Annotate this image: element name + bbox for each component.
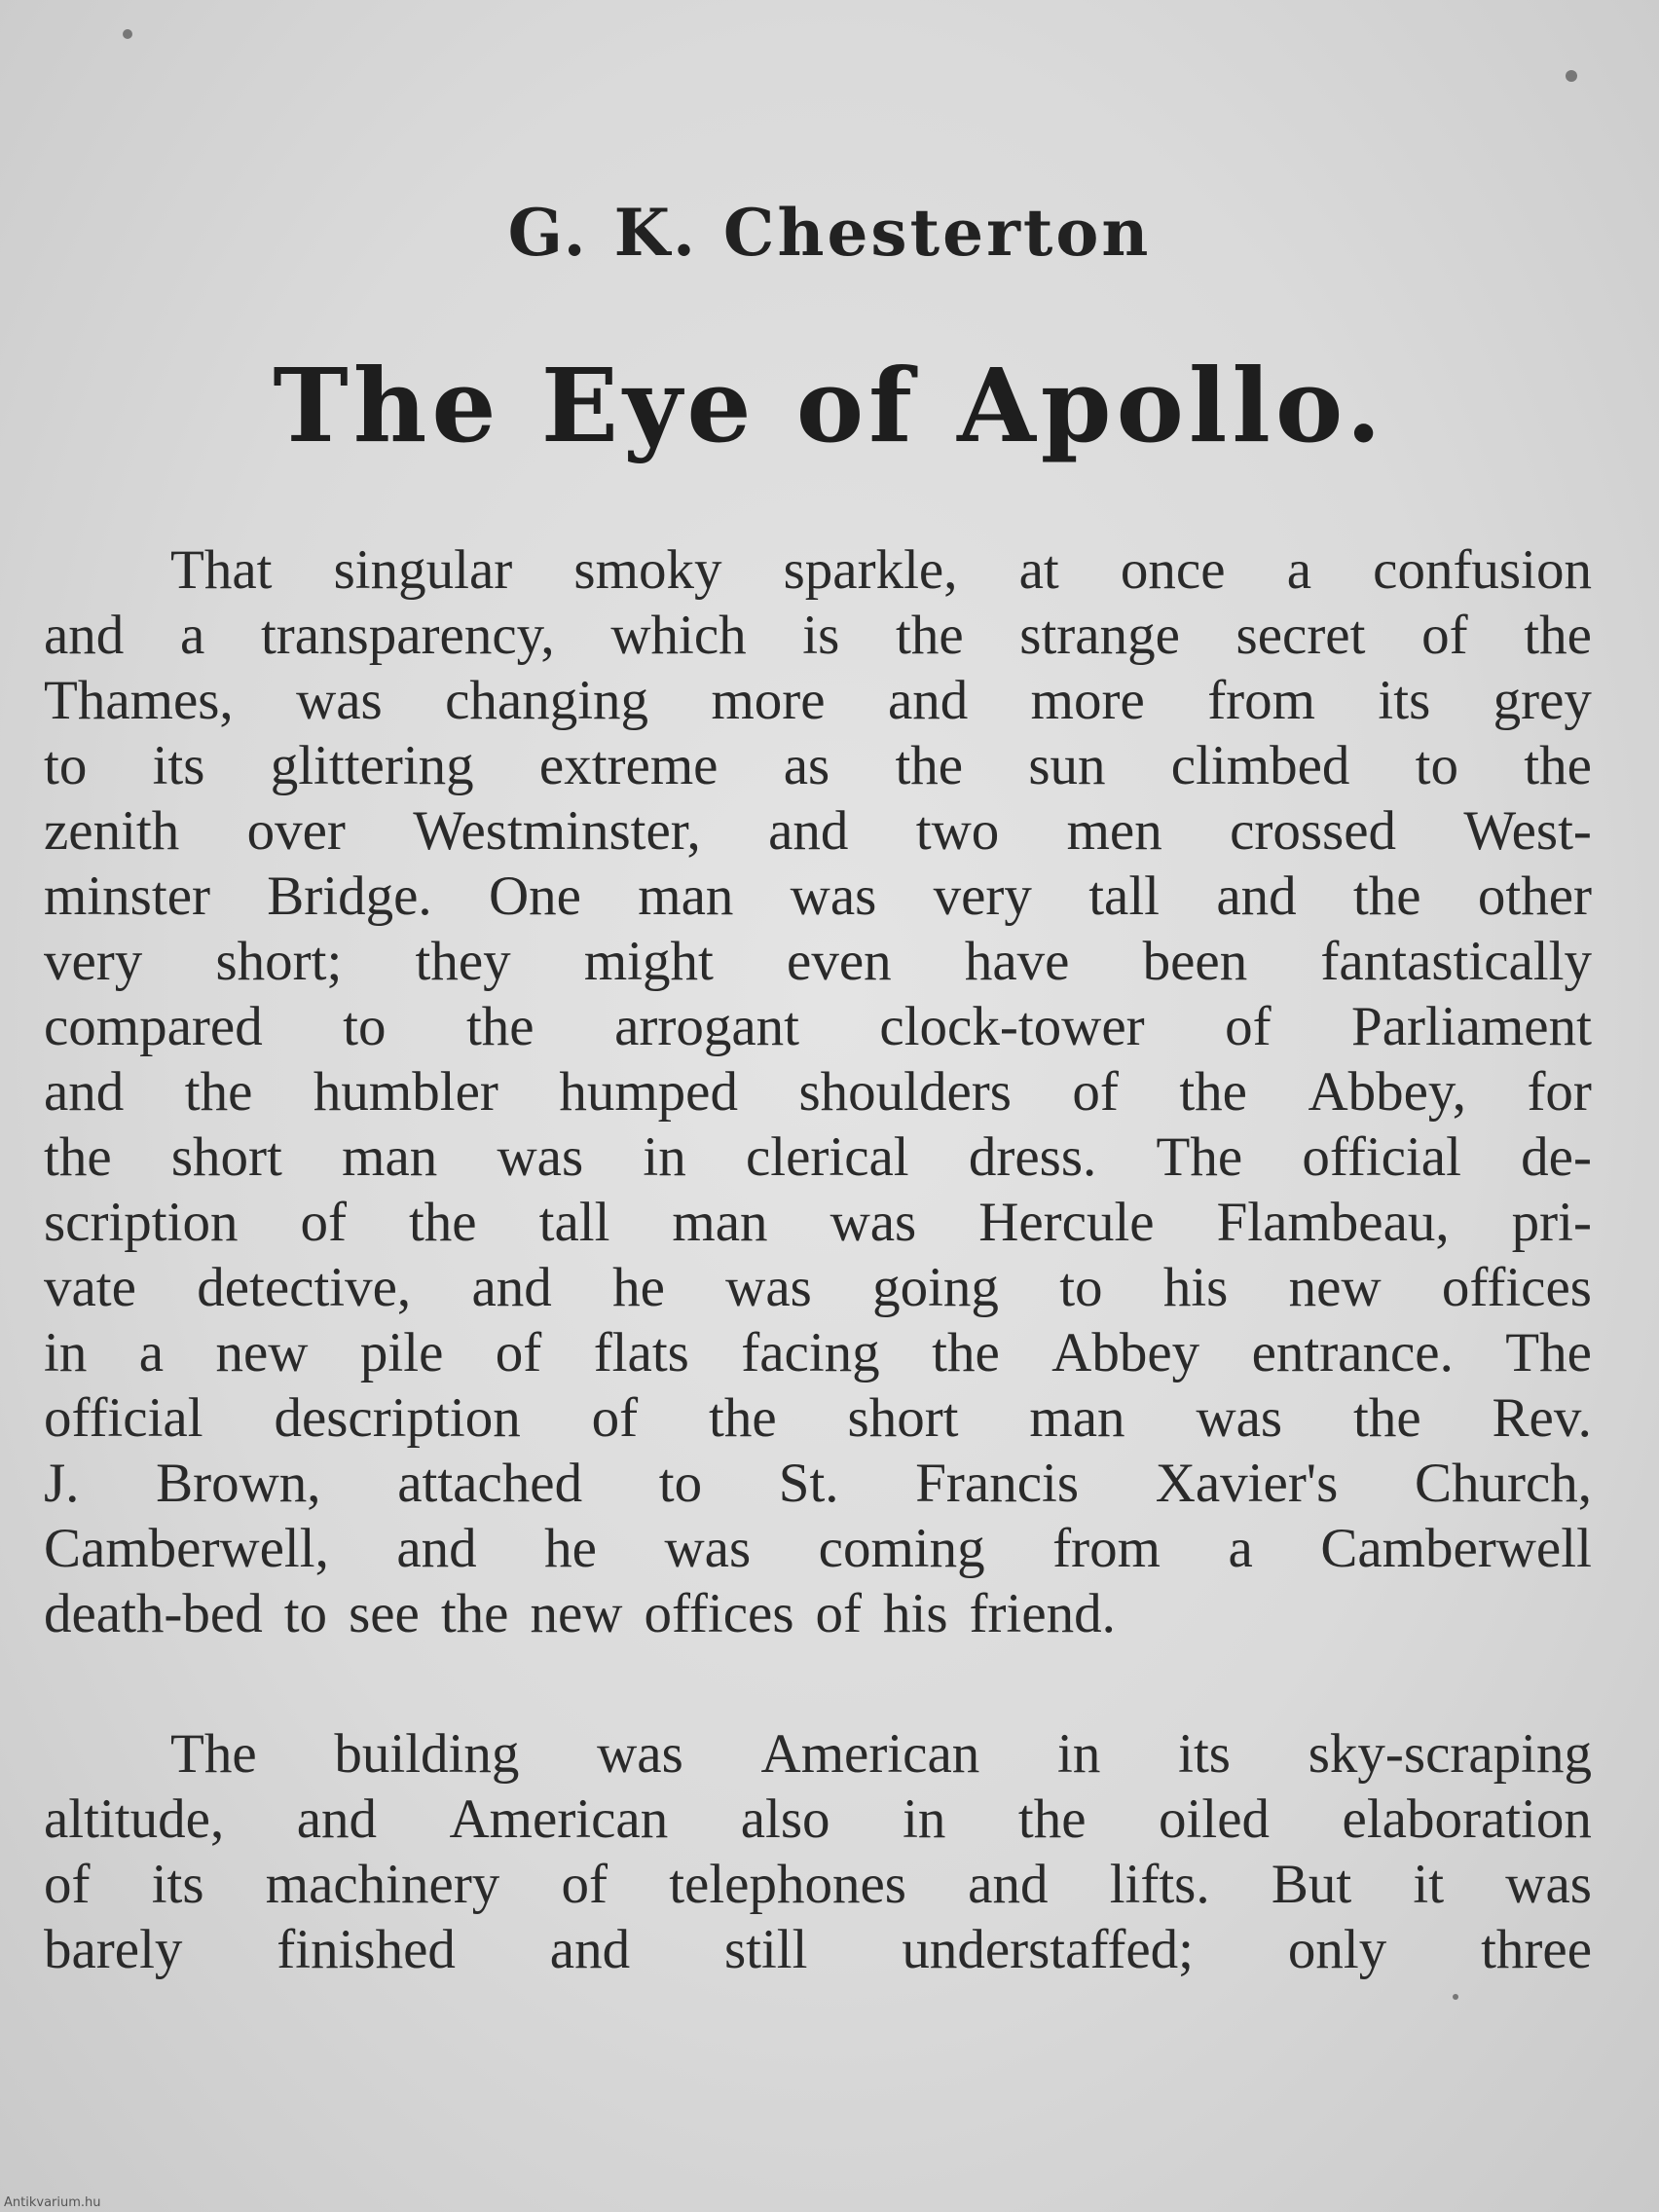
word: sky-scraping bbox=[1308, 1723, 1592, 1785]
word: Westminster, bbox=[413, 800, 701, 862]
word: flats bbox=[593, 1322, 689, 1383]
word: One bbox=[488, 866, 581, 927]
word: was bbox=[725, 1257, 812, 1318]
word: short bbox=[170, 1126, 282, 1188]
word: from bbox=[1052, 1518, 1161, 1579]
word: facing bbox=[741, 1322, 880, 1383]
word: and bbox=[471, 1257, 552, 1318]
word: the bbox=[895, 605, 964, 666]
text-line bbox=[44, 1451, 1592, 1516]
word: was bbox=[1196, 1387, 1283, 1449]
word: singular bbox=[333, 539, 513, 601]
word: secret bbox=[1235, 605, 1366, 666]
text-line bbox=[44, 1255, 1592, 1320]
word: a bbox=[179, 605, 205, 666]
word: its bbox=[1178, 1723, 1231, 1785]
word: changing bbox=[445, 670, 649, 731]
word: offices bbox=[644, 1583, 794, 1644]
word: in bbox=[44, 1322, 88, 1383]
text-line bbox=[44, 1852, 1592, 1917]
text-line bbox=[44, 603, 1592, 668]
paper-speck bbox=[123, 29, 132, 39]
word: clerical bbox=[745, 1126, 909, 1188]
word: even bbox=[787, 931, 892, 992]
word: coming bbox=[818, 1518, 985, 1579]
author-name: G. K. Chesterton bbox=[507, 195, 1152, 271]
word: as bbox=[783, 735, 830, 796]
text-line bbox=[44, 1320, 1592, 1385]
word: going bbox=[872, 1257, 999, 1318]
word: see bbox=[349, 1583, 420, 1644]
word: the bbox=[1524, 605, 1592, 666]
word: the bbox=[1352, 1387, 1421, 1449]
text-line bbox=[44, 1516, 1592, 1581]
word: he bbox=[612, 1257, 665, 1318]
word: which bbox=[610, 605, 747, 666]
word: men bbox=[1066, 800, 1162, 862]
word: tall bbox=[1088, 866, 1161, 927]
word: two bbox=[915, 800, 1000, 862]
word: man bbox=[1029, 1387, 1125, 1449]
text-line bbox=[44, 1124, 1592, 1190]
word: was bbox=[497, 1126, 584, 1188]
word: and bbox=[1216, 866, 1297, 927]
word: in bbox=[643, 1126, 686, 1188]
word: his bbox=[1162, 1257, 1229, 1318]
word: grey bbox=[1493, 670, 1592, 731]
word: of bbox=[591, 1387, 639, 1449]
word: the bbox=[408, 1192, 477, 1253]
word: Camberwell bbox=[1320, 1518, 1592, 1579]
word: Francis bbox=[915, 1453, 1080, 1514]
word: once bbox=[1120, 539, 1226, 601]
word: the bbox=[1017, 1788, 1087, 1850]
word: zenith bbox=[44, 800, 180, 862]
word: man bbox=[672, 1192, 768, 1253]
word: the bbox=[1352, 866, 1421, 927]
word: was bbox=[597, 1723, 683, 1785]
word: Abbey, bbox=[1308, 1061, 1466, 1123]
word: glittering bbox=[270, 735, 474, 796]
word: three bbox=[1481, 1919, 1592, 1980]
word: man bbox=[342, 1126, 438, 1188]
word: tall bbox=[538, 1192, 610, 1253]
word: his bbox=[883, 1583, 948, 1644]
word: That bbox=[170, 539, 273, 601]
word: oiled bbox=[1159, 1788, 1271, 1850]
word: also bbox=[740, 1788, 830, 1850]
word: Abbey bbox=[1051, 1322, 1200, 1383]
word: very bbox=[933, 866, 1032, 927]
text-line bbox=[44, 537, 1592, 603]
word: compared bbox=[44, 996, 263, 1057]
word: was bbox=[296, 670, 383, 731]
text-line bbox=[44, 1917, 1592, 1982]
word: very bbox=[44, 931, 143, 992]
text-line bbox=[44, 864, 1592, 929]
word: was bbox=[1505, 1854, 1592, 1915]
word: a bbox=[138, 1322, 165, 1383]
text-line bbox=[44, 1787, 1592, 1852]
word: crossed bbox=[1230, 800, 1397, 862]
word: from bbox=[1207, 670, 1315, 731]
text-line bbox=[44, 798, 1592, 864]
word: understaffed; bbox=[902, 1919, 1195, 1980]
word: lifts. bbox=[1109, 1854, 1210, 1915]
word: new bbox=[1288, 1257, 1382, 1318]
word: of bbox=[495, 1322, 542, 1383]
word: Rev. bbox=[1492, 1387, 1592, 1449]
word: of bbox=[1421, 605, 1468, 666]
word: other bbox=[1477, 866, 1592, 927]
word: the bbox=[465, 996, 535, 1057]
word: and bbox=[968, 1854, 1049, 1915]
word: of bbox=[815, 1583, 862, 1644]
word: its bbox=[152, 735, 205, 796]
word: still bbox=[723, 1919, 808, 1980]
word: The bbox=[170, 1723, 257, 1785]
watermark: Antikvarium.hu bbox=[4, 2195, 101, 2210]
word: to bbox=[283, 1583, 328, 1644]
word: might bbox=[583, 931, 714, 992]
word: at bbox=[1018, 539, 1059, 601]
word: was bbox=[790, 866, 877, 927]
word: Parliament bbox=[1351, 996, 1592, 1057]
text-line bbox=[44, 1721, 1592, 1787]
word: arrogant bbox=[614, 996, 799, 1057]
word: its bbox=[1378, 670, 1431, 731]
word: Hercule bbox=[978, 1192, 1155, 1253]
word: fantastically bbox=[1320, 931, 1592, 992]
paper-speck bbox=[1566, 70, 1577, 82]
word: altitude, bbox=[44, 1788, 225, 1850]
word: barely bbox=[44, 1919, 183, 1980]
word: more bbox=[1030, 670, 1145, 731]
word: and bbox=[44, 1061, 125, 1123]
word: and bbox=[44, 605, 125, 666]
word: St. bbox=[778, 1453, 839, 1514]
word: elaboration bbox=[1342, 1788, 1592, 1850]
word: building bbox=[334, 1723, 520, 1785]
word: description bbox=[274, 1387, 521, 1449]
text-line bbox=[44, 1190, 1592, 1255]
word: climbed bbox=[1170, 735, 1350, 796]
word: telephones bbox=[669, 1854, 906, 1915]
word: scription bbox=[44, 1192, 239, 1253]
word: finished bbox=[276, 1919, 456, 1980]
paragraph-2 bbox=[44, 1721, 1592, 1982]
word: in bbox=[903, 1788, 946, 1850]
word: short bbox=[847, 1387, 959, 1449]
word: entrance. bbox=[1251, 1322, 1454, 1383]
word: short; bbox=[215, 931, 343, 992]
word: over bbox=[246, 800, 346, 862]
word: more bbox=[711, 670, 826, 731]
word: friend. bbox=[969, 1583, 1116, 1644]
text-line bbox=[44, 994, 1592, 1059]
word: pri- bbox=[1511, 1192, 1592, 1253]
word: man bbox=[638, 866, 734, 927]
word: the bbox=[440, 1583, 509, 1644]
word: of bbox=[1072, 1061, 1119, 1123]
text-line bbox=[44, 929, 1592, 994]
word: extreme bbox=[538, 735, 719, 796]
word: minster bbox=[44, 866, 210, 927]
word: he bbox=[544, 1518, 597, 1579]
word: and bbox=[396, 1518, 477, 1579]
word: Bridge. bbox=[267, 866, 432, 927]
word: Flambeau, bbox=[1216, 1192, 1450, 1253]
word: new bbox=[530, 1583, 623, 1644]
word: transparency, bbox=[260, 605, 555, 666]
word: in bbox=[1057, 1723, 1101, 1785]
word: Thames, bbox=[44, 670, 234, 731]
text-line bbox=[44, 733, 1592, 798]
word: to bbox=[44, 735, 88, 796]
word: to bbox=[343, 996, 387, 1057]
word: machinery bbox=[265, 1854, 500, 1915]
word: have bbox=[964, 931, 1070, 992]
word: a bbox=[1286, 539, 1311, 601]
word: of bbox=[44, 1854, 91, 1915]
word: American bbox=[449, 1788, 669, 1850]
word: new bbox=[215, 1322, 309, 1383]
word: of bbox=[300, 1192, 347, 1253]
word: J. bbox=[44, 1453, 80, 1514]
word: strange bbox=[1019, 605, 1180, 666]
word: the bbox=[184, 1061, 253, 1123]
paper-speck bbox=[1453, 1994, 1458, 2000]
word: official bbox=[1302, 1126, 1461, 1188]
word: American bbox=[760, 1723, 980, 1785]
word: detective, bbox=[197, 1257, 412, 1318]
word: and bbox=[296, 1788, 378, 1850]
word: Xavier's bbox=[1155, 1453, 1339, 1514]
text-line bbox=[44, 1581, 1592, 1646]
word: the bbox=[1179, 1061, 1247, 1123]
word: the bbox=[895, 735, 964, 796]
word: humbler bbox=[313, 1061, 498, 1123]
word: West- bbox=[1463, 800, 1592, 862]
word: confusion bbox=[1373, 539, 1592, 601]
word: the bbox=[708, 1387, 777, 1449]
word: the bbox=[932, 1322, 1000, 1383]
word: a bbox=[1228, 1518, 1253, 1579]
story-title: The Eye of Apollo. bbox=[273, 346, 1386, 465]
word: Camberwell, bbox=[44, 1518, 329, 1579]
word: of bbox=[1225, 996, 1272, 1057]
word: and bbox=[549, 1919, 631, 1980]
word: humped bbox=[559, 1061, 738, 1123]
word: attached bbox=[397, 1453, 583, 1514]
word: for bbox=[1527, 1061, 1592, 1123]
word: vate bbox=[44, 1257, 136, 1318]
word: smoky bbox=[573, 539, 722, 601]
word: pile bbox=[359, 1322, 444, 1383]
word: the bbox=[1524, 735, 1592, 796]
word: of bbox=[561, 1854, 608, 1915]
word: is bbox=[802, 605, 840, 666]
word: to bbox=[1059, 1257, 1103, 1318]
word: the bbox=[44, 1126, 112, 1188]
word: Brown, bbox=[156, 1453, 321, 1514]
word: they bbox=[415, 931, 511, 992]
word: official bbox=[44, 1387, 203, 1449]
word: Church, bbox=[1414, 1453, 1592, 1514]
word: death-bed bbox=[44, 1583, 263, 1644]
word: shoulders bbox=[798, 1061, 1012, 1123]
text-line bbox=[44, 668, 1592, 733]
word: and bbox=[887, 670, 969, 731]
word: to bbox=[658, 1453, 703, 1514]
word: it bbox=[1413, 1854, 1445, 1915]
word: clock-tower bbox=[879, 996, 1145, 1057]
text-line bbox=[44, 1385, 1592, 1451]
word: But bbox=[1271, 1854, 1352, 1915]
word: its bbox=[151, 1854, 204, 1915]
word: was bbox=[830, 1192, 917, 1253]
word: sun bbox=[1028, 735, 1106, 796]
word: The bbox=[1156, 1126, 1243, 1188]
word: de- bbox=[1521, 1126, 1592, 1188]
word: sparkle, bbox=[783, 539, 958, 601]
word: and bbox=[768, 800, 849, 862]
word: offices bbox=[1441, 1257, 1592, 1318]
word: was bbox=[664, 1518, 752, 1579]
word: only bbox=[1287, 1919, 1387, 1980]
paragraph-1 bbox=[44, 537, 1592, 1646]
word: to bbox=[1415, 735, 1458, 796]
text-line bbox=[44, 1059, 1592, 1124]
word: The bbox=[1505, 1322, 1592, 1383]
word: dress. bbox=[968, 1126, 1097, 1188]
word: been bbox=[1142, 931, 1248, 992]
